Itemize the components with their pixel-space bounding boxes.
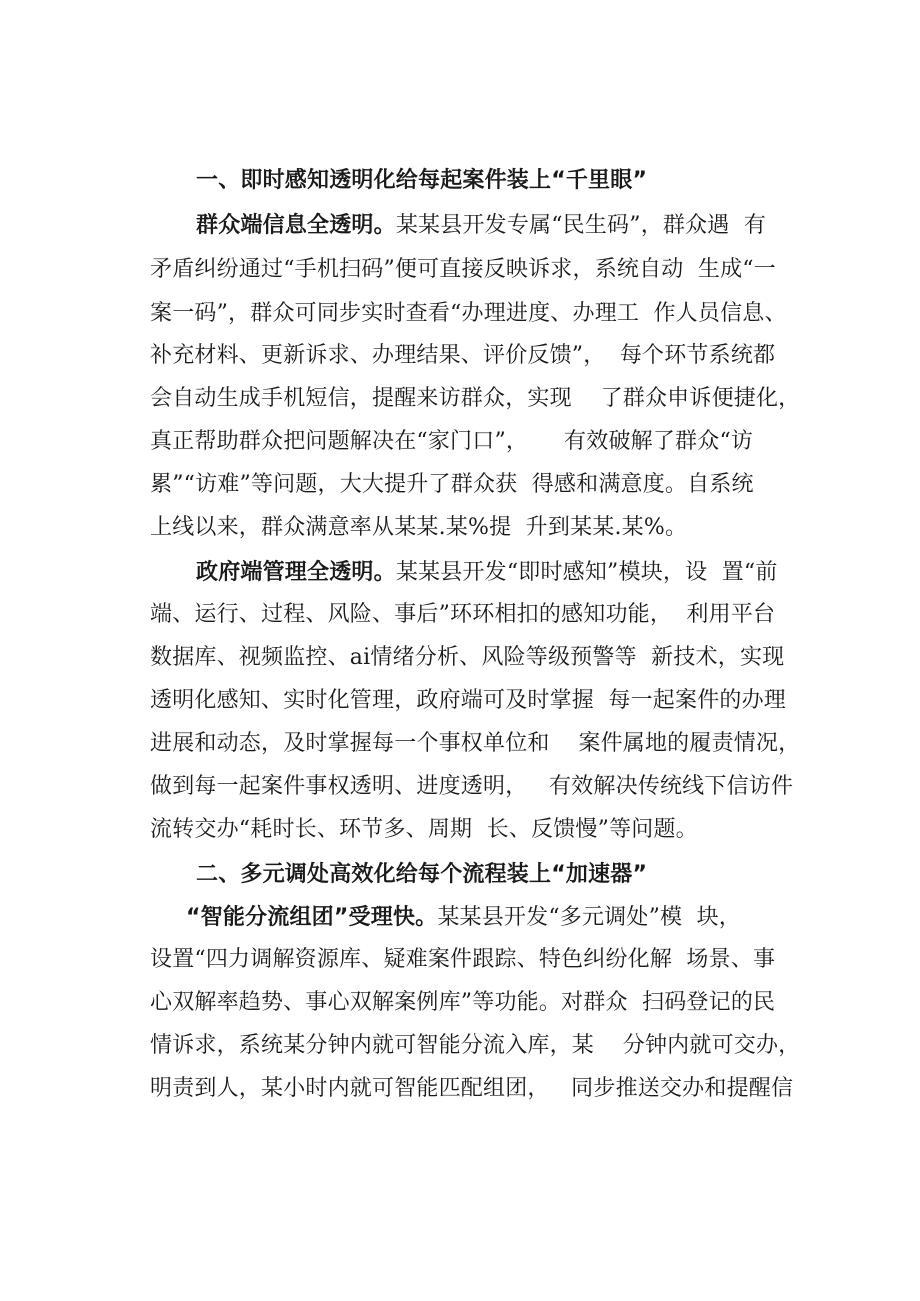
paragraph-1-lead: 群众端信息全透明。 — [196, 213, 396, 238]
paragraph-2-line-1 — [196, 558, 856, 588]
paragraph-2-text: 某某县开发“即时感知”模块，设 置“前 — [395, 560, 778, 585]
paragraph-2-line-6: 做到每一起案件事权透明、进度透明， 有效解决传统线下信访件 — [150, 774, 794, 799]
paragraph-1-line-6: 真正帮助群众把问题解决在“家门口”， 有效破解了群众“访 — [150, 429, 754, 454]
section-1-heading: 一、即时感知透明化给每起案件装上“千里眼” — [196, 168, 648, 193]
paragraph-3-lead: “智能分流组团”受理快。 — [186, 905, 438, 930]
paragraph-3-line-2: 设置“四力调解资源库、疑难案件跟踪、特色纠纷化解 场景、事 — [150, 947, 776, 972]
paragraph-2-line-4: 透明化感知、实时化管理，政府端可及时掌握 每一起案件的办理 — [150, 688, 786, 713]
paragraph-2-line-5: 进展和动态，及时掌握每一个事权单位和 案件属地的履责情况， — [150, 731, 801, 756]
paragraph-2-line-3: 数据库、视频监控、ai情绪分析、风险等级预警等 新技术，实现 — [150, 645, 785, 670]
paragraph-1-line-4: 补充材料、更新诉求、办理结果、评价反馈”， 每个环节系统都 — [150, 343, 776, 368]
paragraph-1-line-1 — [196, 211, 856, 241]
paragraph-1-line-7: 累”“访难”等问题，大大提升了群众获 得感和满意度。自系统 — [150, 472, 754, 497]
paragraph-2-line-7: 流转交办“耗时长、环节多、周期 长、反馈慢”等问题。 — [150, 817, 698, 842]
paragraph-1-line-3: 案一码”，群众可同步实时查看“办理进度、办理工 作人员信息、 — [150, 301, 787, 326]
section-2-heading: 二、多元调处高效化给每个流程装上“加速器” — [196, 862, 648, 887]
paragraph-1-line-8: 上线以来，群众满意率从某某.某%提 升到某某.某%。 — [150, 515, 688, 540]
paragraph-3-line-3: 心双解率趋势、事心双解案例库”等功能。对群众 扫码登记的民 — [150, 990, 776, 1015]
paragraph-1-line-5: 会自动生成手机短信，提醒来访群众，实现 了群众申诉便捷化， — [150, 386, 801, 411]
paragraph-1-text: 某某县开发专属“民生码”，群众遇 有 — [395, 213, 767, 238]
paragraph-3-line-5: 明责到人，某小时内就可智能匹配组团， 同步推送交办和提醒信 — [150, 1076, 794, 1101]
paragraph-3-line-4: 情诉求，系统某分钟内就可智能分流入库，某 分钟内就可交办， — [150, 1033, 801, 1058]
paragraph-1-line-2: 矛盾纠纷通过“手机扫码”便可直接反映诉求，系统自动 生成“一 — [150, 257, 776, 282]
paragraph-3-text: 某某县开发“多元调处”模 块， — [437, 905, 742, 930]
paragraph-3-line-1 — [186, 903, 846, 933]
paragraph-2-line-2: 端、运行、过程、风险、事后”环环相扣的感知功能， 利用平台 — [150, 602, 776, 627]
paragraph-2-lead: 政府端管理全透明。 — [196, 560, 396, 585]
